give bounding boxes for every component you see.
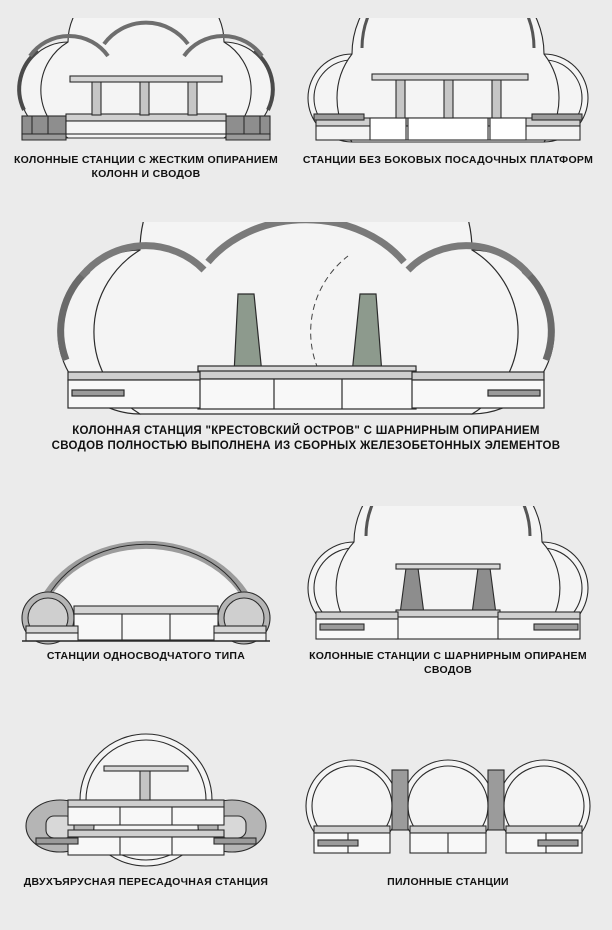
figure-7-artwork	[300, 740, 596, 872]
figure-2-caption: СТАНЦИИ БЕЗ БОКОВЫХ ПОСАДОЧНЫХ ПЛАТФОРМ	[302, 154, 594, 166]
figure-5-artwork	[300, 506, 596, 646]
figure-5-caption: КОЛОННЫЕ СТАНЦИИ С ШАРНИРНЫМ ОПИРАНЕМ СВОДОВ	[309, 650, 587, 676]
figure-2-artwork	[300, 18, 596, 150]
figure-column-station-hinged	[300, 506, 596, 677]
figure-1-artwork	[8, 18, 284, 150]
figure-two-level-transfer-station	[8, 722, 284, 890]
figure-3-caption: КОЛОННАЯ СТАНЦИЯ "КРЕСТОВСКИЙ ОСТРОВ" С ШАРНИРНЫМ ОПИРАНИЕМ СВОДОВ ПОЛНОСТЬЮ ВЫПОЛНЕНА ИЗ СБОРНЫХ ЖЕЛЕЗОБЕТОННЫХ ЭЛЕМЕНТОВ	[51, 425, 561, 452]
figure-6-artwork	[8, 722, 284, 872]
figure-column-station-rigid	[8, 18, 284, 181]
figure-6-caption: ДВУХЪЯРУСНАЯ ПЕРЕСАДОЧНАЯ СТАНЦИЯ	[23, 876, 269, 888]
figure-station-without-side-platforms	[300, 18, 596, 168]
figure-4-caption: СТАНЦИИ ОДНОСВОДЧАТОГО ТИПА	[46, 650, 246, 662]
figure-single-vault-station	[8, 506, 284, 664]
figure-krestovsky-ostrov	[48, 222, 564, 454]
figure-1-caption: КОЛОННЫЕ СТАНЦИИ С ЖЕСТКИМ ОПИРАНИЕМ КОЛОНН И СВОДОВ	[13, 154, 279, 180]
figure-4-artwork	[8, 506, 284, 646]
figure-pylon-station	[300, 740, 596, 890]
figure-7-caption: ПИЛОННЫЕ СТАНЦИИ	[387, 876, 509, 888]
figure-3-artwork	[48, 222, 564, 420]
